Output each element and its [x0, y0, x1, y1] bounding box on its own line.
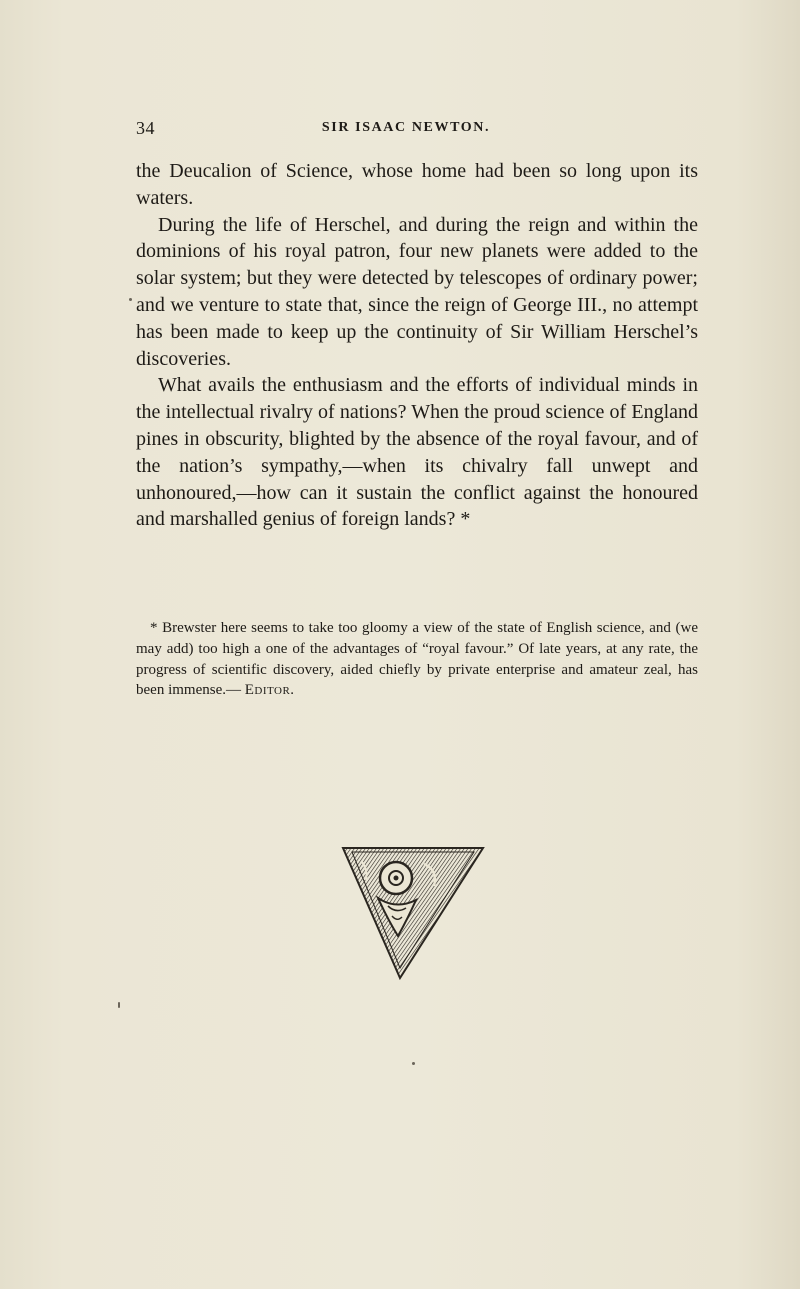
paper-speck	[129, 298, 132, 301]
page-header	[136, 118, 696, 142]
footnote-signature: Editor.	[244, 682, 295, 699]
paragraph-continuation: the Deucalion of Science, whose home had been so long upon its waters.	[136, 160, 698, 209]
paper-speck	[412, 1062, 415, 1065]
body-text	[136, 158, 698, 533]
footnote	[136, 618, 698, 701]
running-head: SIR ISAAC NEWTON.	[321, 120, 491, 135]
paragraph-enthusiasm: What avails the enthusiasm and the efforts of individual minds in the intellectual rivalry of nations? When the proud science of England pines in obscurity, blighted by the absence of the royal favour, and of the nation’s sympathy,—when its chivalry fall unwept and unhonoured,—how can it sustain the conflict against the honoured and marshalled genius of foreign lands? *	[136, 374, 698, 531]
paper-speck	[118, 1002, 120, 1008]
paragraph-herschel: During the life of Herschel, and during the reign and within the dominions of his royal patron, four new planets were added to the solar system; but they were detected by telescopes of ordinary power; and we venture to state that, since the reign of George III., no attempt has been made to keep up the continuity of Sir William Herschel’s discoveries.	[136, 213, 698, 370]
footnote-text: * Brewster here seems to take too gloomy a view of the state of English science, and (we may add) too high a one of the advantages of “royal favour.” Of late years, at any rate, the progress of scientific discovery, aided chiefly by private enterprise and amateur zeal, has been immense.—	[136, 620, 698, 699]
page-number: 34	[136, 118, 155, 138]
inverted-triangle-tailpiece-icon	[338, 840, 488, 980]
